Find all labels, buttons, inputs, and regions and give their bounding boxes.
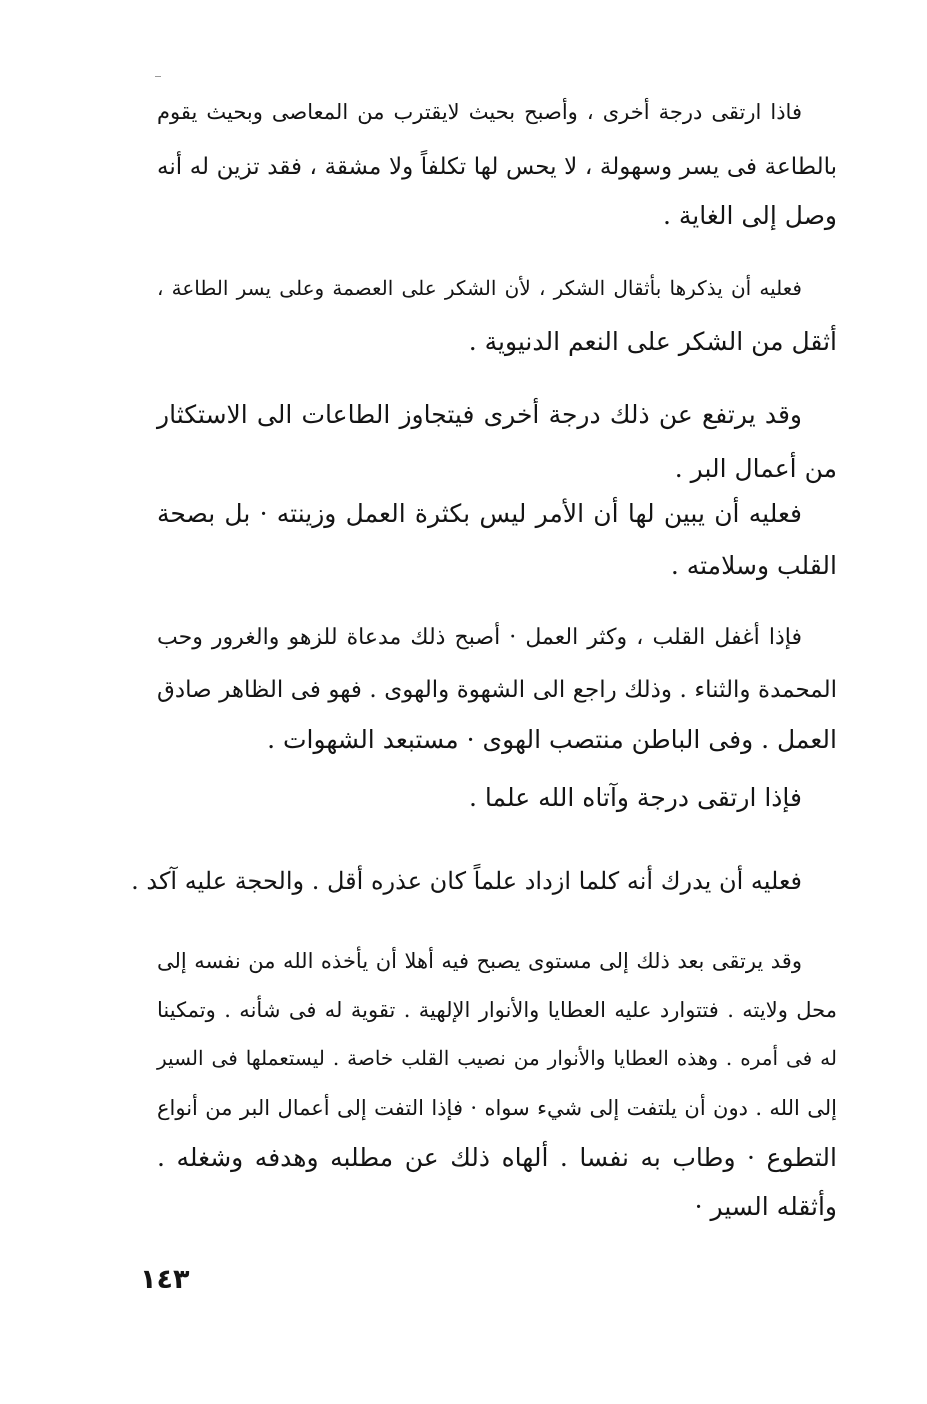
paragraph-3-line-2: من أعمال البر . <box>674 454 837 483</box>
paragraph-1-line-1: فاذا ارتقى درجة أخرى ، وأصبح بحيث لايقترب من المعاصى وبحيث يقوم <box>157 100 802 124</box>
margin-mark <box>155 76 161 81</box>
paragraph-6-line-1: فإذا ارتقى درجة وآتاه الله علما . <box>469 783 802 812</box>
paragraph-4-line-1: فعليه أن يبين لها أن الأمر ليس بكثرة العمل وزينته · بل بصحة <box>157 499 802 528</box>
paragraph-8-line-5: التطوع · وطاب به نفسا . ألهاه ذلك عن مطلبه وهدفه وشغله . <box>157 1143 837 1172</box>
paragraph-7-line-1: فعليه أن يدرك أنه كلما ازداد علماً كان عذره أقل . والحجة عليه آكد . <box>131 867 802 895</box>
paragraph-4-line-2: القلب وسلامته . <box>670 551 837 580</box>
paragraph-8-line-3: له فى أمره . وهذه العطايا والأنوار من نصيب القلب خاصة . ليستعملها فى السير <box>157 1046 837 1070</box>
paragraph-8-line-4: إلى الله . دون أن يلتفت إلى شيء سواه · فإذا التفت إلى أعمال البر من أنواع <box>157 1096 837 1120</box>
paragraph-1-line-2: بالطاعة فى يسر وسهولة ، لا يحس لها تكلفاً ولا مشقة ، فقد تزين له أنه <box>157 154 837 180</box>
paragraph-8-line-6: وأثقله السير · <box>694 1192 837 1221</box>
paragraph-5-line-1: فإذا أغفل القلب ، وكثر العمل · أصبح ذلك مدعاة للزهو والغرور وحب <box>157 625 802 650</box>
paragraph-2-line-1: فعليه أن يذكرها بأثقال الشكر ، لأن الشكر على العصمة وعلى يسر الطاعة ، <box>157 276 802 300</box>
page-number: ١٤٣ <box>140 1264 190 1295</box>
paragraph-2-line-2: أثقل من الشكر على النعم الدنيوية . <box>468 327 837 356</box>
paragraph-5-line-2: المحمدة والثناء . وذلك راجع الى الشهوة والهوى . فهو فى الظاهر صادق <box>157 677 837 703</box>
paragraph-8-line-2: محل ولايته . فتتوارد عليه العطايا والأنوار الإلهية . تقوية له فى شأنه . وتمكينا <box>157 998 837 1022</box>
paragraph-1-line-3: وصل إلى الغاية . <box>662 201 837 230</box>
paragraph-8-line-1: وقد يرتقى بعد ذلك إلى مستوى يصبح فيه أهلا أن يأخذه الله من نفسه إلى <box>157 949 802 973</box>
paragraph-5-line-3: العمل . وفى الباطن منتصب الهوى · مستبعد الشهوات . <box>267 725 837 754</box>
paragraph-3-line-1: وقد يرتفع عن ذلك درجة أخرى فيتجاوز الطاعات الى الاستكثار <box>157 400 802 429</box>
